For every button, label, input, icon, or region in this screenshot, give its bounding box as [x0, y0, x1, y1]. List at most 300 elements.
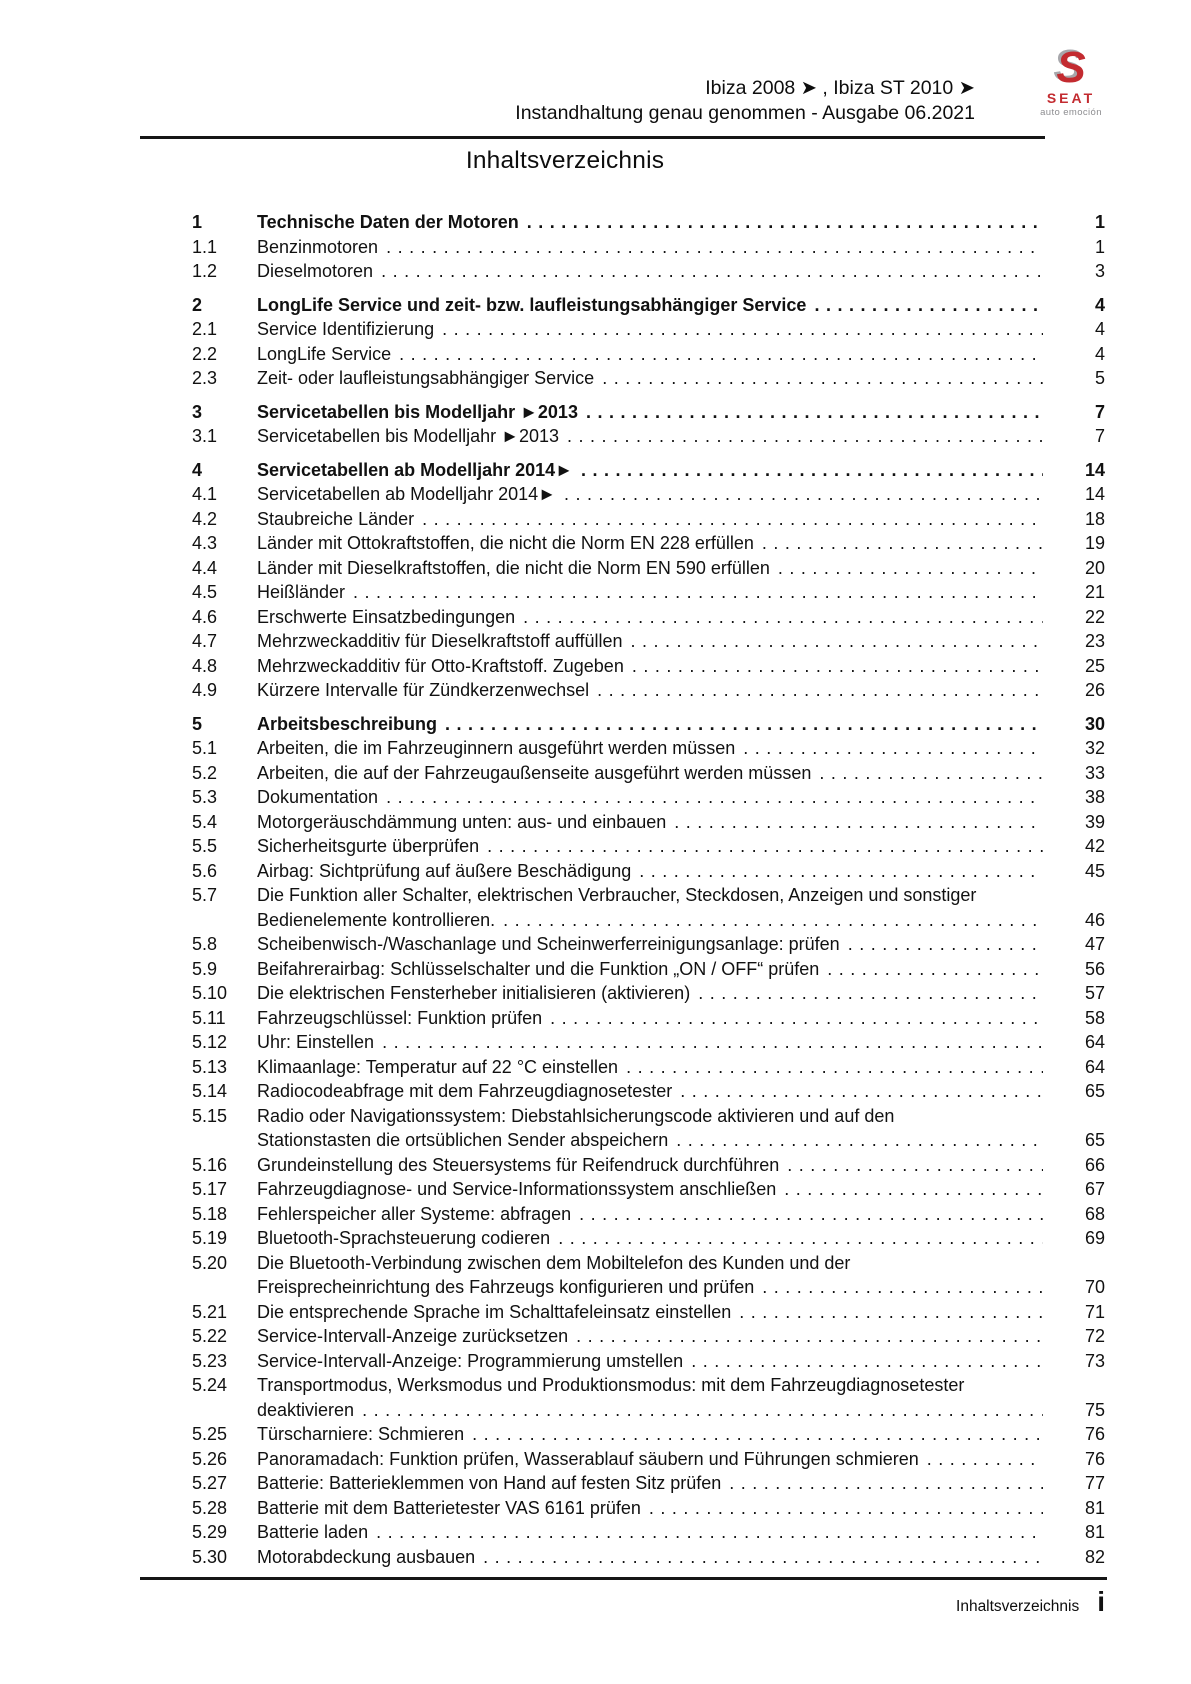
toc-leader-dots — [386, 235, 1043, 260]
toc-entry-page: 33 — [1084, 762, 1105, 783]
toc-entry-label: Arbeiten, die auf der Fahrzeugaußenseite ausgeführt werden müssen — [257, 762, 812, 783]
toc-entry-body — [257, 761, 1105, 786]
toc-entry-page: 4 — [1094, 343, 1105, 364]
toc-entry — [192, 654, 1105, 679]
toc-leader-dots — [680, 1079, 1043, 1104]
toc-entry-label: Benzinmotoren — [257, 236, 379, 257]
toc-leader-dots — [676, 1128, 1043, 1153]
toc-entry — [192, 1300, 1105, 1325]
toc-entry-label: Arbeiten, die im Fahrzeuginnern ausgeführt werden müssen — [257, 738, 736, 758]
toc-entry-label: Bluetooth-Sprachsteuerung codieren — [257, 1228, 551, 1248]
toc-entry-label: Servicetabellen ab Modelljahr 2014► — [257, 459, 573, 480]
toc-leader-dots — [399, 342, 1043, 367]
toc-entry-number: 5.12 — [192, 1032, 228, 1052]
toc-entry — [192, 785, 1105, 810]
toc-entry-label: Service-Intervall-Anzeige zurücksetzen — [257, 1326, 569, 1346]
toc-entry-body — [257, 1104, 1105, 1153]
toc-leader-dots — [927, 1447, 1043, 1472]
toc-entry — [192, 342, 1105, 367]
toc-entry-body — [257, 1471, 1105, 1496]
toc-entry-number: 1 — [192, 212, 203, 232]
toc-leader-dots — [381, 259, 1043, 284]
toc-entry-body — [257, 654, 1105, 679]
toc-leader-dots — [739, 1300, 1043, 1325]
toc-entry-number: 5.1 — [192, 738, 218, 758]
toc-entry-label: Freisprecheinrichtung des Fahrzeugs konfigurieren und prüfen — [257, 1277, 755, 1297]
toc-entry-body — [257, 629, 1105, 654]
toc-leader-dots — [778, 556, 1043, 581]
toc-entry-number: 5.3 — [192, 787, 218, 807]
toc-entry-body — [257, 580, 1105, 605]
toc-entry-page: 64 — [1084, 1032, 1105, 1052]
header — [515, 76, 975, 126]
toc-leader-dots — [445, 712, 1043, 737]
toc-entry-label: Batterie: Batterieklemmen von Hand auf festen Sitz prüfen — [257, 1473, 722, 1493]
toc-entry-page: 65 — [1084, 1130, 1105, 1150]
toc-entry-label: Zeit- oder laufleistungsabhängiger Service — [257, 368, 595, 388]
toc-entry-body — [257, 531, 1105, 556]
toc-entry — [192, 424, 1105, 449]
toc-entry-label: Klimaanlage: Temperatur auf 22 °C einstellen — [257, 1056, 619, 1077]
toc-entry-body — [257, 235, 1105, 260]
toc-entry-number: 4 — [192, 459, 203, 480]
toc-leader-dots — [550, 1006, 1043, 1031]
toc-entry-number: 4.1 — [192, 484, 218, 504]
header-divider — [140, 136, 1045, 139]
toc-leader-dots — [579, 1202, 1043, 1227]
toc-entry-body — [257, 957, 1105, 982]
toc-entry — [192, 1153, 1105, 1178]
toc-entry — [192, 1496, 1105, 1521]
toc-entry-number: 1.1 — [192, 236, 218, 257]
toc-entry-label: Arbeitsbeschreibung — [257, 713, 438, 734]
toc-entry-label: Motorgeräuschdämmung unten: aus- und einbauen — [257, 811, 667, 832]
toc-entry-label: Servicetabellen bis Modelljahr ►2013 — [257, 401, 578, 422]
seat-s-icon: S — [1056, 43, 1086, 92]
toc-entry-body — [257, 1030, 1105, 1055]
toc-entry-body — [257, 1079, 1105, 1104]
toc-entry — [192, 482, 1105, 507]
toc-entry-label: Die Funktion aller Schalter, elektrischen Verbraucher, Steckdosen, Anzeigen und sonstiger — [257, 885, 977, 905]
toc-entry-body — [257, 1520, 1105, 1545]
toc-leader-dots — [472, 1422, 1043, 1447]
toc-entry-page: 77 — [1084, 1473, 1105, 1493]
toc-leader-dots — [576, 1324, 1043, 1349]
toc-entry-label: Fahrzeugdiagnose- und Service-Informationssystem anschließen — [257, 1179, 777, 1199]
toc-entry-page: 20 — [1084, 557, 1105, 578]
toc-entry — [192, 1545, 1105, 1570]
toc-entry-body — [257, 859, 1105, 884]
toc-entry-body — [257, 834, 1105, 859]
toc-entry-body — [257, 1324, 1105, 1349]
toc-entry — [192, 761, 1105, 786]
toc-entry-number: 5.6 — [192, 860, 218, 881]
toc-entry — [192, 1324, 1105, 1349]
toc-entry-number: 5.23 — [192, 1350, 228, 1371]
seat-tagline: auto emoción — [1040, 107, 1102, 118]
toc-entry-label: Mehrzweckadditiv für Dieselkraftstoff auffüllen — [257, 631, 623, 651]
toc-entry-number: 2.1 — [192, 319, 218, 339]
toc-entry-label: Länder mit Ottokraftstoffen, die nicht die Norm EN 228 erfüllen — [257, 533, 754, 553]
toc-entry-page: 66 — [1084, 1154, 1105, 1175]
toc-entry-label: LongLife Service — [257, 343, 392, 364]
toc-entry-number: 4.6 — [192, 606, 218, 627]
toc-entry-body — [257, 259, 1105, 284]
toc-entry-number: 5.21 — [192, 1301, 228, 1322]
toc-entry-body — [257, 1545, 1105, 1570]
toc-entry-label: Stationstasten die ortsüblichen Sender abspeichern — [257, 1130, 669, 1150]
toc-entry-label: Sicherheitsgurte überprüfen — [257, 836, 480, 856]
toc-entry-page: 23 — [1084, 631, 1105, 651]
seat-brand-text: SEAT — [1046, 90, 1096, 106]
toc-entry-body — [257, 1202, 1105, 1227]
toc-leader-dots — [631, 629, 1043, 654]
toc-entry — [192, 1471, 1105, 1496]
footer-divider — [140, 1577, 1107, 1580]
toc-leader-dots — [422, 507, 1043, 532]
toc-entry-label: Radiocodeabfrage mit dem Fahrzeugdiagnosetester — [257, 1081, 673, 1101]
toc-entry-label: Heißländer — [257, 582, 346, 602]
toc-leader-dots — [729, 1471, 1043, 1496]
toc-entry-body — [257, 785, 1105, 810]
toc-entry-body — [257, 366, 1105, 391]
toc-entry-number: 5.10 — [192, 983, 228, 1003]
toc-entry-label: Erschwerte Einsatzbedingungen — [257, 606, 516, 627]
toc-leader-dots — [819, 761, 1043, 786]
toc-entry-page: 73 — [1084, 1350, 1105, 1371]
toc-entry — [192, 736, 1105, 761]
toc-entry-number: 5.26 — [192, 1448, 228, 1469]
toc-entry-number: 2 — [192, 294, 203, 315]
toc-entry-label: Radio oder Navigationssystem: Diebstahlsicherungscode aktivieren und auf den — [257, 1105, 895, 1126]
toc-leader-dots — [564, 482, 1043, 507]
toc-leader-dots — [827, 957, 1043, 982]
toc-entry-body — [257, 1447, 1105, 1472]
toc-entry-page: 7 — [1094, 401, 1105, 422]
toc-entry-body — [257, 556, 1105, 581]
toc-entry — [192, 1079, 1105, 1104]
toc-entry-number: 5 — [192, 713, 203, 734]
toc-entry-page: 22 — [1084, 606, 1105, 627]
toc-entry-number: 3.1 — [192, 426, 218, 446]
toc-entry-page: 1 — [1094, 236, 1105, 257]
toc-entry — [192, 366, 1105, 391]
toc-entry-body — [257, 1251, 1105, 1300]
toc-entry-label: Technische Daten der Motoren — [257, 212, 519, 232]
toc-entry-body — [257, 981, 1105, 1006]
toc-entry — [192, 317, 1105, 342]
toc-entry-number: 5.15 — [192, 1105, 228, 1126]
footer-section-label: Inhaltsverzeichnis — [956, 1598, 1080, 1615]
page-title: Inhaltsverzeichnis — [465, 147, 665, 174]
toc-entry — [192, 1030, 1105, 1055]
header-model-line: Ibiza 2008 ➤ , Ibiza ST 2010 ➤ — [705, 77, 975, 99]
toc-leader-dots — [762, 1275, 1043, 1300]
toc-entry-page: 14 — [1084, 484, 1105, 504]
toc-entry-page: 30 — [1084, 713, 1105, 734]
toc-entry — [192, 1422, 1105, 1447]
toc-leader-dots — [691, 1349, 1043, 1374]
toc-entry — [192, 859, 1105, 884]
toc-entry — [192, 1177, 1105, 1202]
toc-entry-page: 76 — [1084, 1448, 1105, 1469]
toc-entry-label: Airbag: Sichtprüfung auf äußere Beschädigung — [257, 860, 632, 881]
toc-entry-page: 71 — [1084, 1301, 1105, 1322]
toc-entry-body — [257, 883, 1105, 932]
toc-entry-label: Servicetabellen bis Modelljahr ►2013 — [257, 426, 559, 446]
toc-entry-label: Service-Intervall-Anzeige: Programmierung umstellen — [257, 1350, 684, 1371]
toc-entry-number: 4.9 — [192, 680, 218, 700]
toc-entry-number: 3 — [192, 401, 203, 422]
toc-entry-number: 5.20 — [192, 1252, 228, 1273]
toc-entry — [192, 1520, 1105, 1545]
toc-leader-dots — [639, 859, 1043, 884]
toc-entry-body — [257, 1177, 1105, 1202]
header-document-line: Instandhaltung genau genommen - Ausgabe 06.2021 — [515, 102, 975, 124]
toc-entry-label: Batterie mit dem Batterietester VAS 6161 prüfen — [257, 1497, 641, 1518]
toc-entry-body — [257, 810, 1105, 835]
toc-entry — [192, 810, 1105, 835]
toc-entry-number: 5.17 — [192, 1179, 228, 1199]
toc-entry-number: 4.4 — [192, 557, 218, 578]
toc-entry — [192, 981, 1105, 1006]
toc-entry-label: Dokumentation — [257, 787, 379, 807]
toc-leader-dots — [632, 654, 1043, 679]
toc-entry-number: 5.4 — [192, 811, 218, 832]
toc-entry-page: 25 — [1084, 655, 1105, 676]
toc-entry-page: 56 — [1084, 958, 1105, 979]
toc-entry-number: 5.16 — [192, 1154, 228, 1175]
toc-entry-body — [257, 317, 1105, 342]
toc-entry-page: 32 — [1084, 738, 1105, 758]
toc-leader-dots — [527, 210, 1043, 235]
toc-entry-page: 70 — [1084, 1277, 1105, 1297]
toc-entry-body — [257, 712, 1105, 737]
toc-entry-body — [257, 424, 1105, 449]
toc-entry — [192, 458, 1105, 483]
toc-entry — [192, 1226, 1105, 1251]
toc-entry-page: 81 — [1084, 1522, 1105, 1542]
toc-entry-label: Bedienelemente kontrollieren. — [257, 909, 496, 930]
toc-entry-body — [257, 1422, 1105, 1447]
toc-entry-label: Staubreiche Länder — [257, 508, 415, 529]
toc-entry-number: 1.2 — [192, 261, 218, 281]
toc-entry-label: LongLife Service und zeit- bzw. laufleistungsabhängiger Service — [257, 294, 807, 315]
toc-entry — [192, 1104, 1105, 1153]
toc-entry-page: 58 — [1084, 1007, 1105, 1028]
toc-leader-dots — [674, 810, 1043, 835]
toc-leader-dots — [698, 981, 1043, 1006]
toc-entry — [192, 678, 1105, 703]
toc-entry-number: 2.2 — [192, 343, 218, 364]
toc-leader-dots — [382, 1030, 1043, 1055]
toc-entry-page: 57 — [1084, 983, 1105, 1003]
toc-entry-number: 5.11 — [192, 1007, 226, 1028]
toc-leader-dots — [442, 317, 1043, 342]
toc-entry-label: Servicetabellen ab Modelljahr 2014► — [257, 484, 556, 504]
toc-entry-body — [257, 1496, 1105, 1521]
toc-entry-page: 21 — [1084, 582, 1105, 602]
toc-entry-label: Service Identifizierung — [257, 319, 435, 339]
toc-entry-number: 5.8 — [192, 934, 218, 954]
toc-leader-dots — [848, 932, 1043, 957]
toc-entry-label: Mehrzweckadditiv für Otto-Kraftstoff. Zugeben — [257, 655, 624, 676]
toc-entry-label: Die Bluetooth-Verbindung zwischen dem Mobiltelefon des Kunden und der — [257, 1252, 851, 1273]
toc-leader-dots — [586, 400, 1043, 425]
toc-entry-number: 5.22 — [192, 1326, 228, 1346]
toc-entry — [192, 1251, 1105, 1300]
toc-entry-number: 4.3 — [192, 533, 218, 553]
toc-entry-page: 7 — [1094, 426, 1105, 446]
toc-entry — [192, 629, 1105, 654]
toc-entry-body — [257, 1300, 1105, 1325]
toc-entry-body — [257, 1153, 1105, 1178]
toc-leader-dots — [762, 531, 1043, 556]
toc-leader-dots — [567, 424, 1043, 449]
toc-entry-number: 5.29 — [192, 1522, 228, 1542]
toc-entry-number: 5.5 — [192, 836, 218, 856]
toc-entry-page: 46 — [1084, 909, 1105, 930]
toc-entry — [192, 883, 1105, 932]
toc-leader-dots — [523, 605, 1043, 630]
toc-entry-body — [257, 293, 1105, 318]
toc-entry — [192, 834, 1105, 859]
toc-entry-page: 64 — [1084, 1056, 1105, 1077]
toc-entry — [192, 507, 1105, 532]
toc-entry-label: Die entsprechende Sprache im Schalttafeleinsatz einstellen — [257, 1301, 732, 1322]
toc-entry — [192, 932, 1105, 957]
toc-entry-number: 5.9 — [192, 958, 218, 979]
toc-entry-label: Dieselmotoren — [257, 261, 374, 281]
toc-entry-body — [257, 342, 1105, 367]
toc-entry-page: 3 — [1094, 261, 1105, 281]
toc-entry — [192, 580, 1105, 605]
toc-entry-page: 4 — [1094, 294, 1105, 315]
toc-entry-body — [257, 1006, 1105, 1031]
toc-entry-label: Beifahrerairbag: Schlüsselschalter und die Funktion „ON / OFF“ prüfen — [257, 958, 820, 979]
toc-entry-body — [257, 1226, 1105, 1251]
toc-entry-number: 5.19 — [192, 1228, 228, 1248]
toc-entry — [192, 293, 1105, 318]
toc-entry-label: Panoramadach: Funktion prüfen, Wasserablauf säubern und Führungen schmieren — [257, 1448, 919, 1469]
toc-entry-number: 5.18 — [192, 1203, 228, 1224]
toc-entry-label: Motorabdeckung ausbauen — [257, 1546, 476, 1567]
toc-entry-label: Grundeinstellung des Steuersystems für Reifendruck durchführen — [257, 1154, 780, 1175]
toc-entry — [192, 1006, 1105, 1031]
toc-entry — [192, 605, 1105, 630]
toc-entry — [192, 556, 1105, 581]
toc-entry-page: 19 — [1084, 533, 1105, 553]
toc-entry-page: 75 — [1084, 1399, 1105, 1420]
toc-entry-body — [257, 507, 1105, 532]
toc-leader-dots — [503, 908, 1043, 933]
toc-entry-number: 5.27 — [192, 1473, 228, 1493]
toc-entry-number: 5.30 — [192, 1546, 228, 1567]
toc-entry-number: 5.25 — [192, 1424, 228, 1444]
toc-entry-number: 5.2 — [192, 762, 218, 783]
toc-entry-number: 5.14 — [192, 1081, 228, 1101]
footer-page-number: i — [1097, 1586, 1105, 1617]
toc-entry-label: Fehlerspeicher aller Systeme: abfragen — [257, 1203, 572, 1224]
toc-leader-dots — [376, 1520, 1043, 1545]
toc-entry-page: 45 — [1084, 860, 1105, 881]
toc-entry-page: 26 — [1084, 680, 1105, 700]
toc-leader-dots — [602, 366, 1043, 391]
toc-entry — [192, 712, 1105, 737]
toc-entry-body — [257, 458, 1105, 483]
toc-leader-dots — [784, 1177, 1043, 1202]
toc-entry-body — [257, 1055, 1105, 1080]
toc-list — [192, 201, 1105, 1569]
toc-entry-page: 18 — [1084, 508, 1105, 529]
toc-entry — [192, 957, 1105, 982]
toc-entry-page: 69 — [1084, 1228, 1105, 1248]
toc-entry-body — [257, 210, 1105, 235]
toc-leader-dots — [743, 736, 1043, 761]
toc-entry — [192, 1055, 1105, 1080]
toc-entry — [192, 531, 1105, 556]
toc-entry-label: deaktivieren — [257, 1399, 355, 1420]
toc-entry-body — [257, 932, 1105, 957]
toc-entry-page: 65 — [1084, 1081, 1105, 1101]
toc-entry-number: 5.13 — [192, 1056, 228, 1077]
toc-entry-body — [257, 605, 1105, 630]
toc-entry — [192, 259, 1105, 284]
toc-entry-body — [257, 736, 1105, 761]
toc-entry-number: 4.7 — [192, 631, 218, 651]
toc-entry-number: 5.24 — [192, 1375, 228, 1395]
toc-entry-number: 5.7 — [192, 885, 218, 905]
toc-entry-page: 82 — [1084, 1546, 1105, 1567]
toc-entry-page: 42 — [1084, 836, 1105, 856]
toc-entry-body — [257, 1373, 1105, 1422]
toc-entry-page: 47 — [1084, 934, 1105, 954]
toc-leader-dots — [649, 1496, 1043, 1521]
toc-entry-label: Transportmodus, Werksmodus und Produktionsmodus: mit dem Fahrzeugdiagnosetester — [257, 1375, 965, 1395]
toc-entry — [192, 1349, 1105, 1374]
toc-leader-dots — [581, 458, 1043, 483]
toc-entry-page: 68 — [1084, 1203, 1105, 1224]
toc-leader-dots — [362, 1398, 1043, 1423]
toc-leader-dots — [483, 1545, 1043, 1570]
toc-entry — [192, 210, 1105, 235]
toc-entry-label: Länder mit Dieselkraftstoffen, die nicht die Norm EN 590 erfüllen — [257, 557, 770, 578]
toc-entry — [192, 1447, 1105, 1472]
toc-entry-number: 4.2 — [192, 508, 218, 529]
toc-entry-number: 4.8 — [192, 655, 218, 676]
toc-entry — [192, 1202, 1105, 1227]
toc-entry-label: Die elektrischen Fensterheber initialisieren (aktivieren) — [257, 983, 691, 1003]
toc-leader-dots — [626, 1055, 1043, 1080]
toc-leader-dots — [487, 834, 1043, 859]
toc-entry-label: Batterie laden — [257, 1522, 369, 1542]
seat-logo — [1032, 43, 1110, 118]
toc-leader-dots — [353, 580, 1043, 605]
toc-leader-dots — [386, 785, 1043, 810]
toc-leader-dots — [597, 678, 1043, 703]
toc-entry-page: 14 — [1084, 459, 1105, 480]
toc-entry-number: 4.5 — [192, 582, 218, 602]
toc-entry-page: 76 — [1084, 1424, 1105, 1444]
toc-entry-body — [257, 678, 1105, 703]
toc-entry-label: Fahrzeugschlüssel: Funktion prüfen — [257, 1007, 543, 1028]
toc-entry-label: Scheibenwisch-/Waschanlage und Scheinwerferreinigungsanlage: prüfen — [257, 934, 840, 954]
footer — [140, 1586, 1105, 1618]
toc-entry-page: 67 — [1084, 1179, 1105, 1199]
toc-entry — [192, 400, 1105, 425]
toc-leader-dots — [558, 1226, 1043, 1251]
toc-entry-page: 39 — [1084, 811, 1105, 832]
